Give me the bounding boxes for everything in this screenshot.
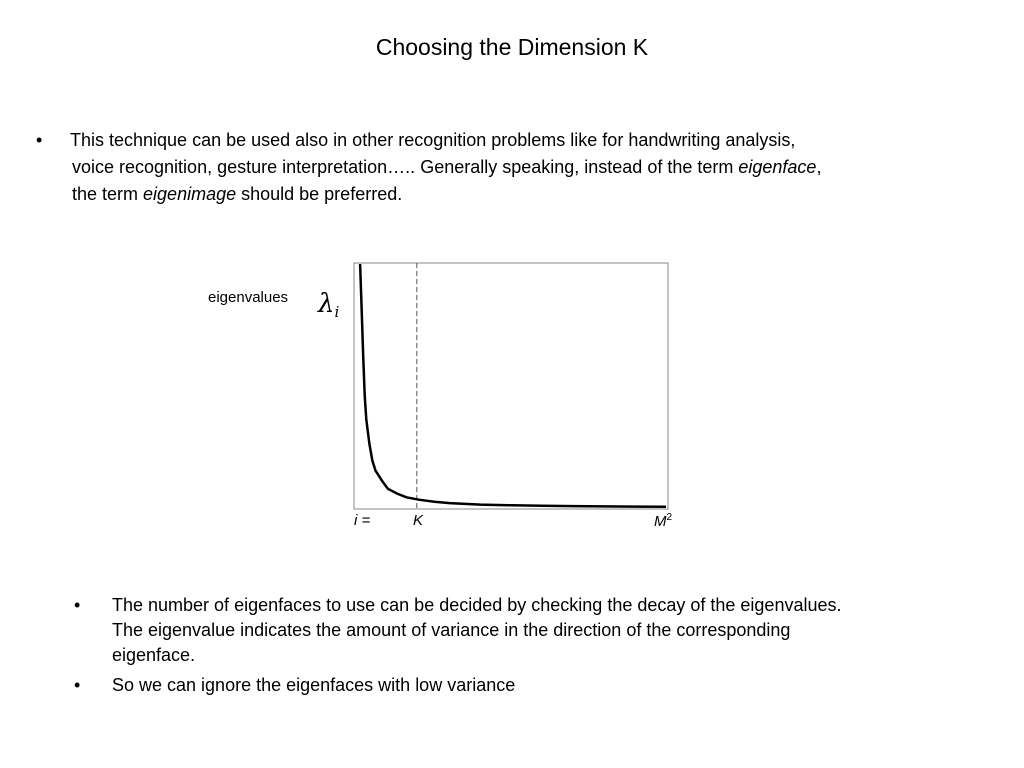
eigenvalue-decay-curve [360, 264, 666, 507]
term-eigenface: eigenface [738, 157, 817, 177]
list-item-line: The eigenvalue indicates the amount of variance in the direction of the corresponding [112, 620, 791, 640]
lambda-subscript: i [334, 303, 340, 321]
y-axis-label: eigenvalues [208, 289, 289, 306]
intro-text [70, 127, 966, 208]
bullet-icon: • [36, 130, 43, 150]
intro-line-3-text: the term [72, 184, 144, 204]
x-tick-m: M [654, 513, 667, 530]
list-item-line: The number of eigenfaces to use can be decided by checking the decay of the eigenvalues. [112, 595, 842, 615]
lambda-symbol [318, 289, 339, 327]
list-item [74, 593, 974, 668]
intro-line-3 [72, 181, 966, 208]
list-item-line: So we can ignore the eigenfaces with low variance [112, 675, 516, 695]
term-eigenimage: eigenimage [143, 184, 237, 204]
list-item-line: eigenface. [112, 645, 196, 665]
intro-bullet [36, 127, 966, 208]
bullet-icon: • [74, 595, 81, 615]
intro-line-2-end: , [816, 157, 822, 177]
plot-frame [354, 263, 668, 509]
intro-line-1: This technique can be used also in other recognition problems like for handwriting analysis, [70, 130, 796, 150]
list-item [74, 673, 974, 698]
x-tick-k: K [413, 512, 424, 529]
x-tick-m-exponent: 2 [666, 512, 673, 523]
x-axis-start-label: i = [354, 512, 371, 529]
bullet-icon: • [74, 675, 81, 695]
x-tick-m2 [654, 512, 672, 530]
intro-line-2-text: voice recognition, gesture interpretation….. Generally speaking, instead of the term [72, 157, 739, 177]
conclusion-list [74, 593, 974, 703]
intro-line-3-end: should be preferred. [236, 184, 403, 204]
lambda-glyph: λ [318, 289, 335, 319]
intro-line-2 [72, 154, 966, 181]
slide-title: Choosing the Dimension K [375, 34, 649, 60]
